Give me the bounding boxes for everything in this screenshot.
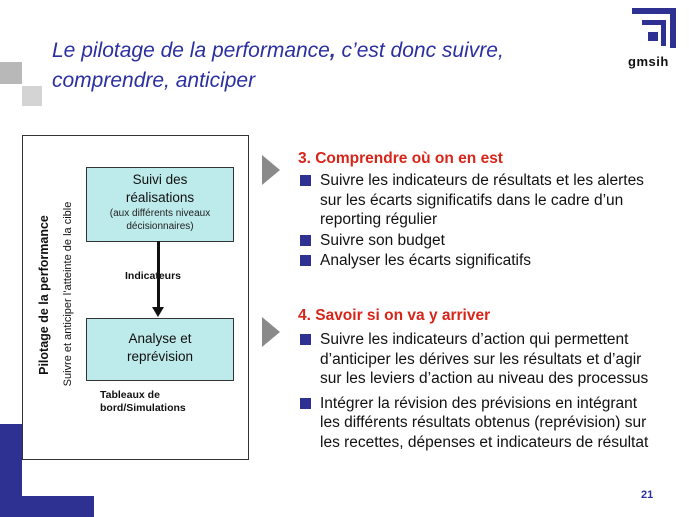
arrow-label: Indicateurs — [125, 270, 182, 282]
deco-square-grey-1 — [0, 62, 22, 84]
box-suivi-realisations — [86, 167, 234, 242]
box2-line1: Analyse et — [128, 331, 192, 346]
list-item — [298, 394, 658, 453]
list-item — [298, 251, 658, 271]
slide-title — [52, 36, 612, 96]
tableaux-label — [100, 389, 220, 415]
list-item-text: Analyser les écarts significatifs — [320, 252, 532, 269]
logo-text: gmsih — [628, 54, 669, 69]
box2-line2: reprévision — [126, 349, 194, 364]
triangle-right-icon — [262, 317, 280, 347]
list-item — [298, 171, 658, 230]
section4-heading: 4. Savoir si on va y arriver — [298, 307, 491, 324]
deco-square-navy-1 — [0, 424, 22, 517]
list-item-text: Intégrer la révision des prévisions en intégrant les différents résultats obtenus (reprévision) sur les recettes, dépenses et indicateurs de résultat — [320, 394, 649, 451]
tableaux-line1: Tableaux de — [100, 389, 160, 401]
vertical-label-sub: Suivre et anticiper l’atteinte de la cible — [62, 201, 74, 387]
square-bullet-icon — [300, 334, 311, 345]
logo-mark-icon — [626, 6, 682, 58]
list-item — [298, 330, 658, 389]
page-number: 21 — [641, 489, 654, 501]
square-bullet-icon — [300, 255, 311, 266]
box1-title-line1: Suivi des — [132, 172, 188, 187]
list-item-text: Suivre les indicateurs d’action qui permettent d’anticiper les dérives sur les résultats et d’agir sur les leviers d’action au niveau des processus — [320, 331, 649, 387]
tableaux-line2: bord/Simulations — [100, 402, 186, 414]
deco-square-grey-2 — [22, 86, 42, 106]
section3-heading: 3. Comprendre où on en est — [298, 150, 503, 167]
triangle-right-icon — [262, 155, 280, 185]
title-comma: , — [329, 39, 336, 62]
square-bullet-icon — [300, 398, 311, 409]
vertical-label-main: Pilotage de la performance — [37, 215, 51, 375]
list-item-text: Suivre les indicateurs de résultats et les alertes sur les écarts significatifs dans le cadre d’un reporting régulier — [320, 172, 644, 228]
box1-sub-line1: (aux différents niveaux — [109, 208, 211, 219]
section3-list — [298, 171, 658, 272]
box1-sub-line2: décisionnaires) — [126, 221, 194, 232]
square-bullet-icon — [300, 175, 311, 186]
box1-title-line2: réalisations — [125, 190, 195, 205]
list-item — [298, 231, 658, 251]
box-analyse-reprevision — [86, 318, 234, 381]
title-part-2: c’est donc suivre, comprendre, anticiper — [52, 39, 504, 92]
square-bullet-icon — [300, 235, 311, 246]
title-part-1: Le pilotage de la performance — [52, 39, 330, 62]
section4-list — [298, 330, 658, 457]
deco-square-navy-2 — [22, 496, 94, 517]
arrow-down-icon — [152, 307, 164, 317]
list-item-text: Suivre son budget — [320, 231, 445, 249]
